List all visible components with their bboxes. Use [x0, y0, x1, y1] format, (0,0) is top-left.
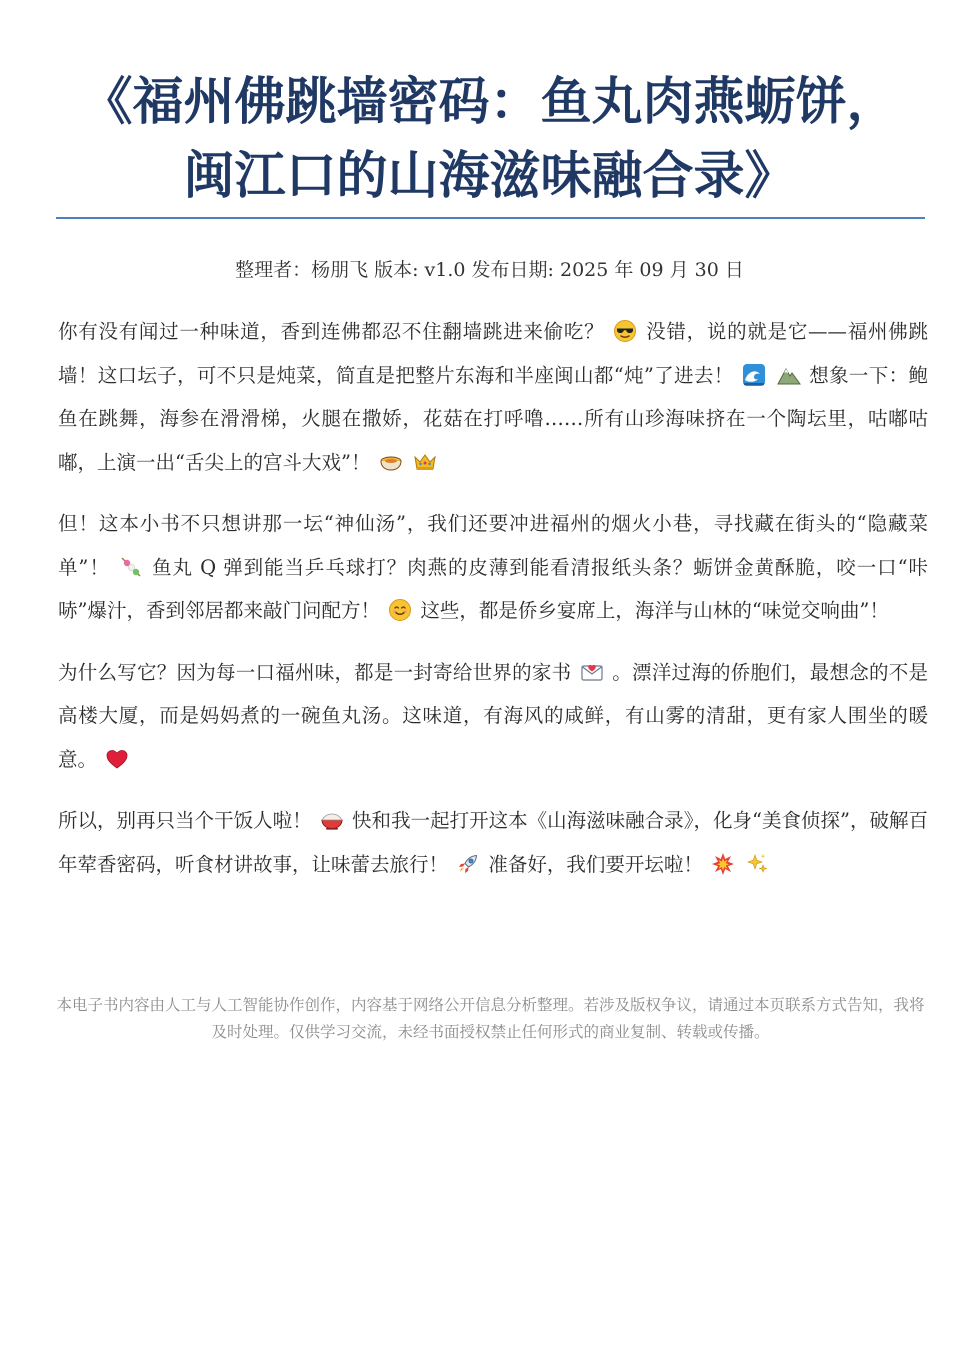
- mountain-icon: [777, 363, 801, 387]
- metadata-line: 整理者：杨朋飞 版本: v1.0 发布日期: 2025 年 09 月 30 日: [235, 259, 744, 281]
- sparkles-icon: [745, 852, 769, 876]
- smiling-face-icon: [388, 598, 412, 622]
- p3-text-b: 。漂洋过海的侨胞们，最想念的不是高楼大厦，而是妈妈煮的一碗鱼丸汤。这味道，有海风的咸鲜，有山雾的清甜，更有家人围坐的暖意。: [58, 660, 928, 771]
- love-letter-icon: [580, 660, 604, 684]
- rocket-icon: [456, 852, 480, 876]
- wave-icon: [742, 363, 766, 387]
- p4-text-b: 快和我一起打开这本《山海滋味融合录》，化身“美食侦探”，破解百年荤香密码，听食材讲故事，让味蕾去旅行！: [58, 809, 928, 876]
- p2-text-b: 鱼丸 Q 弹到能当乒乓球打？肉燕的皮薄到能看清报纸头条？蛎饼金黄酥脆，咬一口“咔哧”爆汁，香到邻居都来敲门问配方！: [58, 555, 928, 622]
- food-bowl-icon: [320, 808, 344, 832]
- skewer-icon: [119, 555, 143, 579]
- p1-text-b: 没错，说的就是它——福州佛跳墙！这口坛子，可不只是炖菜，简直是把整片东海和半座闽山都“炖”了进去！: [58, 320, 928, 387]
- p4-text-c: 准备好，我们要开坛啦！: [488, 852, 703, 876]
- title-block: [0, 66, 979, 214]
- title-line-1: 《福州佛跳墙密码：鱼丸肉燕蛎饼，: [81, 73, 898, 132]
- p4-text-a: 所以，别再只当个干饭人啦！: [58, 809, 312, 832]
- paragraph-2: [58, 502, 928, 633]
- paragraph-1: [58, 310, 928, 484]
- title-divider: [56, 217, 925, 219]
- paragraph-3: [58, 651, 928, 782]
- sunglasses-face-icon: [613, 319, 637, 343]
- intro-body: [58, 310, 928, 904]
- p1-text-c: 想象一下：鲍鱼在跳舞，海参在滑滑梯，火腿在撒娇，花菇在打呼噜……所有山珍海味挤在一个陶坛里，咕嘟咕嘟，上演一出“舌尖上的宫斗大戏”！: [58, 363, 928, 474]
- crown-icon: [413, 450, 437, 474]
- title-line-2: 闽江口的山海滋味融合录》: [183, 147, 796, 206]
- p3-text-a: 为什么写它？因为每一口福州味，都是一封寄给世界的家书: [58, 660, 572, 684]
- soup-bowl-icon: [379, 450, 403, 474]
- paragraph-4: [58, 799, 928, 886]
- page-title: [0, 66, 979, 214]
- p1-text-a: 你有没有闻过一种味道，香到连佛都忍不住翻墙跳进来偷吃？: [58, 320, 605, 343]
- red-heart-icon: [105, 747, 129, 771]
- collision-icon: [711, 852, 735, 876]
- copyright-disclaimer: 本电子书内容由人工与人工智能协作创作，内容基于网络公开信息分析整理。若涉及版权争议，请通过本页联系方式告知，我将及时处理。仅供学习交流，未经书面授权禁止任何形式的商业复制、转载或传播。: [56, 996, 925, 1041]
- p2-text-c: 这些，都是侨乡宴席上，海洋与山林的“味觉交响曲”！: [420, 599, 889, 622]
- p2-text-a: 但！这本小书不只想讲那一坛“神仙汤”，我们还要冲进福州的烟火小巷，寻找藏在街头的“隐藏菜单”！: [58, 512, 928, 579]
